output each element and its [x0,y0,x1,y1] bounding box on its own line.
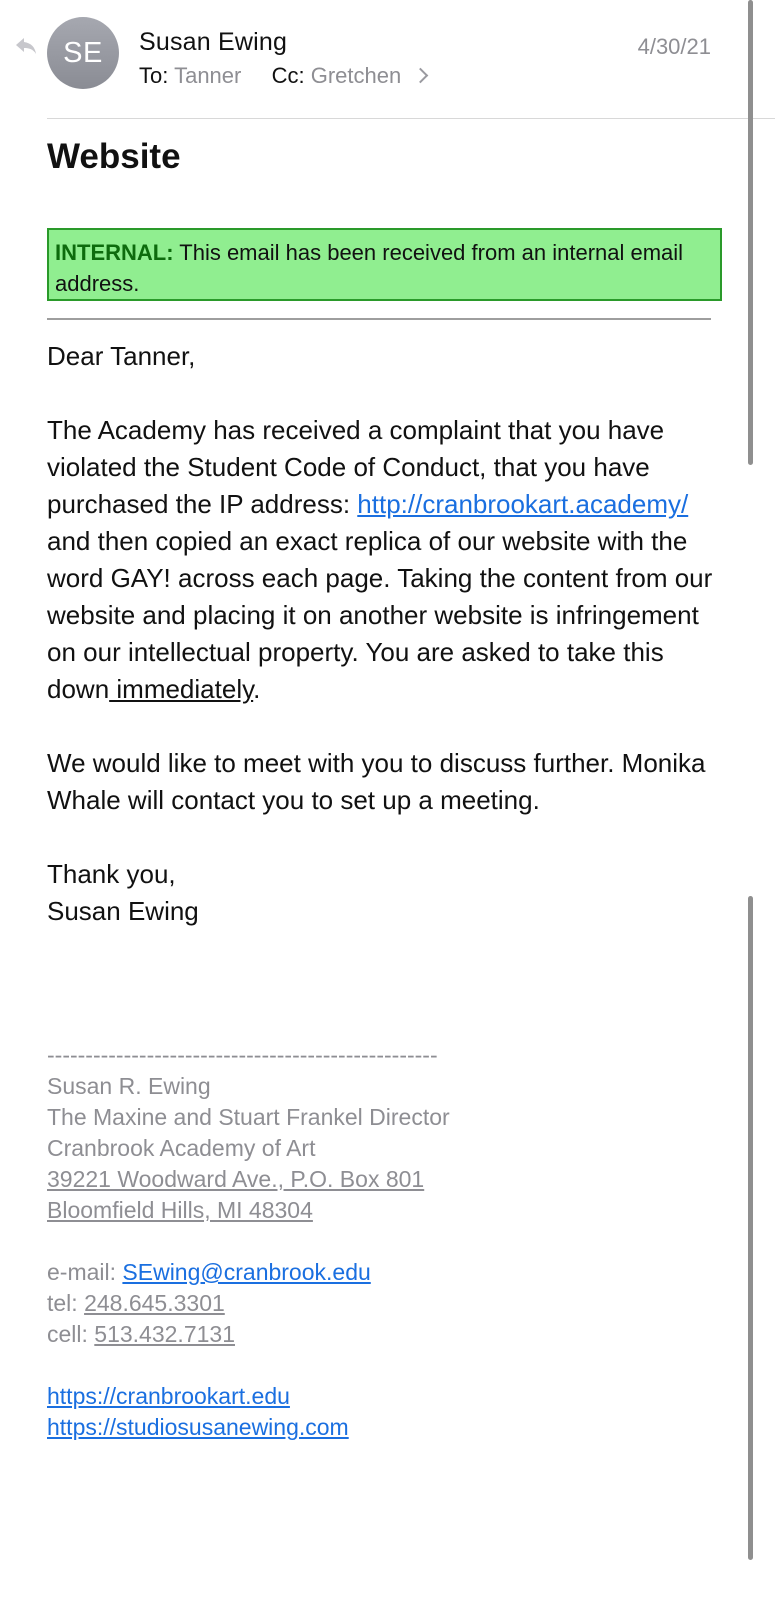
banner-text: This email has been received from an internal email address. [55,240,684,296]
scrollbar-upper[interactable] [748,0,753,465]
signature-address-line-2[interactable]: Bloomfield Hills, MI 48304 [47,1197,313,1223]
signature-cell-link[interactable]: 513.432.7131 [94,1321,235,1347]
signature-cell-row: cell: 513.432.7131 [47,1321,235,1347]
signature-email-link[interactable]: SEwing@cranbrook.edu [122,1259,371,1285]
chevron-right-icon[interactable] [413,68,429,84]
internal-email-banner [47,228,722,301]
signature-divider: --------------------------------------------------- [47,1042,438,1068]
cc-recipient[interactable]: Gretchen [310,63,402,88]
to-label: To: [139,63,169,88]
signature-name: Susan R. Ewing [47,1073,211,1099]
cc-label: Cc: [271,63,305,88]
academy-website-link[interactable]: http://cranbrookart.academy/ [357,489,689,519]
closing-name: Susan Ewing [47,896,199,926]
signature-address-line-1[interactable]: 39221 Woodward Ave., P.O. Box 801 [47,1166,425,1192]
signature-block [47,1040,727,1443]
immediately-text: immediately [109,674,254,704]
scrollbar-lower[interactable] [748,896,753,1560]
recipients-row[interactable] [139,63,426,89]
avatar-initials: SE [63,36,103,69]
closing: Thank you, [47,859,176,889]
body-paragraph-2: We would like to meet with you to discuss further. Monika Whale will contact you to set up a meeting. [47,748,706,815]
body-divider [47,318,711,320]
signature-tel-row: tel: 248.645.3301 [47,1290,225,1316]
signature-url-studio[interactable]: https://studiosusanewing.com [47,1414,349,1440]
signature-tel-link[interactable]: 248.645.3301 [84,1290,225,1316]
signature-email-row: e-mail: SEwing@cranbrook.edu [47,1259,371,1285]
banner-tag: INTERNAL: [55,240,174,265]
sender-name[interactable]: Susan Ewing [139,28,288,56]
reply-arrow-icon[interactable] [14,36,38,56]
greeting: Dear Tanner, [47,341,196,371]
avatar[interactable] [47,17,119,89]
email-body [47,338,727,930]
header-divider [47,118,775,119]
signature-url-cranbrook[interactable]: https://cranbrookart.edu [47,1383,290,1409]
email-date: 4/30/21 [637,34,711,59]
email-subject: Website [47,137,181,176]
to-recipient[interactable]: Tanner [174,63,242,88]
signature-org: Cranbrook Academy of Art [47,1135,316,1161]
body-paragraph-1: The Academy has received a complaint that you have violated the Student Code of Conduct, that you have purchased the IP address: http://cranbrookart.academy/ and then copied an exact replica of our website with the word GAY! across each page. Taking the content from our website and placing it on another website is infringement on our intellectual property. You are asked to take this down immediately. [47,415,713,704]
signature-title: The Maxine and Stuart Frankel Director [47,1104,450,1130]
